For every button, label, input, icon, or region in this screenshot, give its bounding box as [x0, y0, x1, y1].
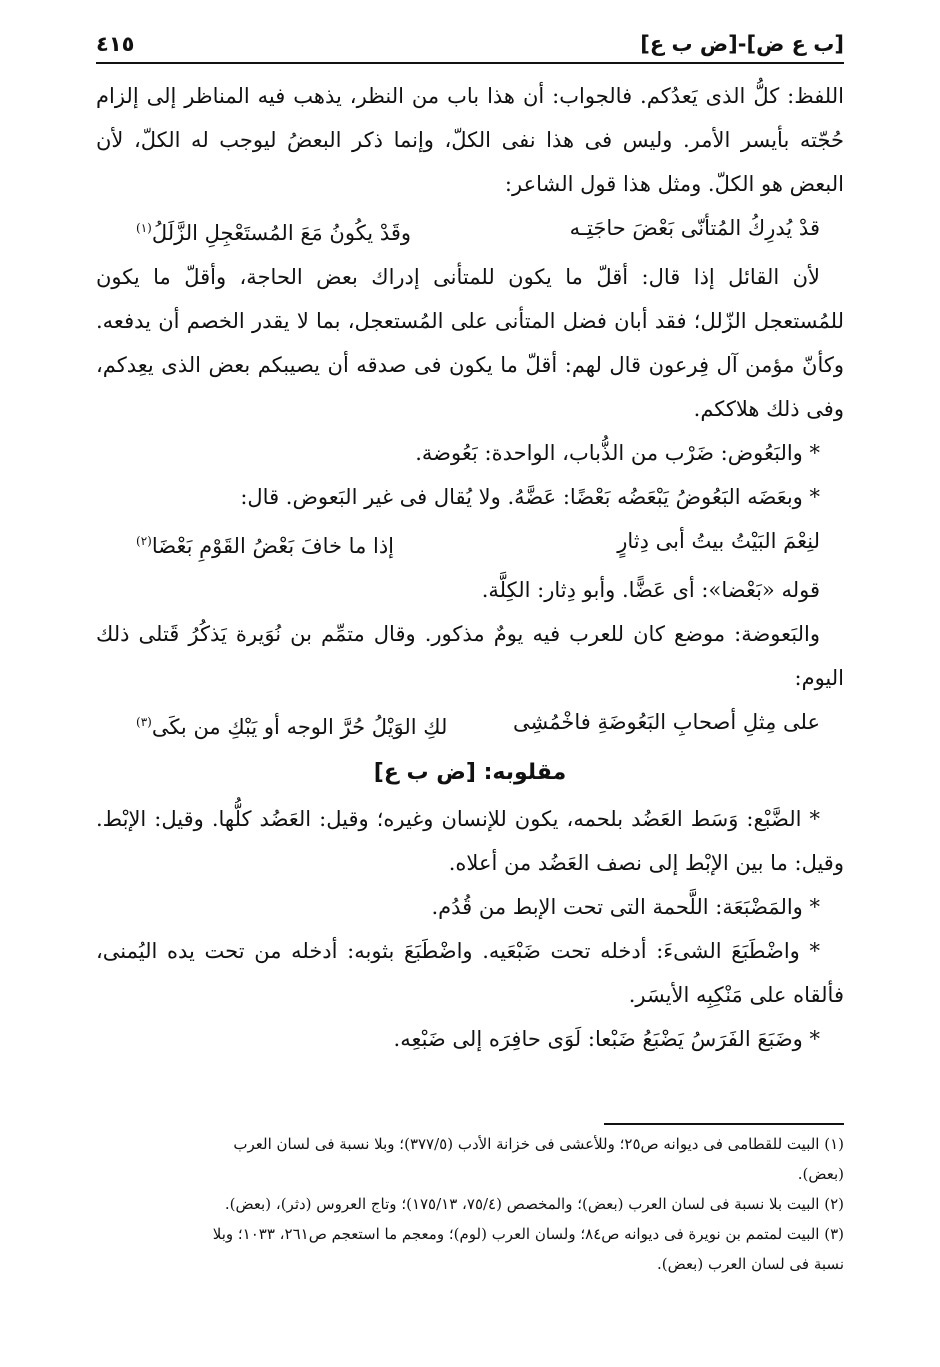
footnote-continuation: (بعض).: [797, 1165, 844, 1183]
verse-hemistich: إذا ما خافَ بَعْضُ القَوْمِ بَعْضَا$^{(٢)}$: [136, 534, 395, 558]
paragraph: والبَعوضة: موضع كان للعرب فيه يومٌ مذكور. وقال متمِّم بن نُوَيرة يَذكُرُ قَتلى ذلك اليوم:: [96, 622, 844, 690]
section-title: مقلوبه: [ض ب ع]: [373, 760, 567, 785]
footnote: (١) البيت للقطامى فى ديوانه ص٢٥؛ وللأعشى فى خزانة الأدب (٣٧٧/٥)؛ وبلا نسبة فى لسان العرب: [233, 1135, 844, 1153]
footnote-continuation: نسبة فى لسان العرب (بعض).: [656, 1255, 844, 1273]
verse-line: [96, 206, 844, 255]
footnote: (٣) البيت لمتمم بن نويرة فى ديوانه ص٨٤؛ ولسان العرب (لوم)؛ ومعجم ما استعجم ص٢٦١، ١٠٣٣؛ وبلا: [212, 1225, 844, 1243]
verse-hemistich: على مِثلِ أصحابِ البَعُوضَةِ فاخْمُشِى: [512, 710, 820, 734]
paragraph: * والبَعُوض: ضَرْب من الذُّباب، الواحدة: بَعُوضة.: [415, 441, 820, 465]
verse-line: [96, 519, 844, 568]
footnote-ref: (٢): [136, 534, 152, 548]
running-header: [96, 32, 844, 64]
footnote-ref: (١): [136, 221, 152, 235]
paragraph: * والمَضْبَعَة: اللَّحمة التى تحت الإبط من قُدُم.: [431, 895, 820, 919]
paragraph: لأن القائل إذا قال: أقلّ ما يكون للمتأنى إدراك بعض الحاجة، وأقلّ ما يكون للمُستعجل الزّلل؛ فقد أبان فضل المتأنى على المُستعجل، بما لا يقدر الخصم أن يدفعه. وكأنّ مؤمن آل فِرعون قال لهم: أقلّ ما يكون فى صدقه أن يصيبكم بعض الذى يعِدكم، وفى ذلك هلاككم.: [96, 265, 844, 421]
verse-line: [96, 700, 844, 749]
verse-hemistich: لنِعْمَ البَيْتُ بيتُ أبى دِثارٍ: [617, 529, 820, 553]
paragraph: * الضَّبْع: وَسَط العَضُد بلحمه، يكون للإنسان وغيره؛ وقيل: العَضُد كلُّها. وقيل: الإبْط. وقيل: ما بين الإبْط إلى نصف العَضُد من أعلاه.: [96, 807, 844, 875]
verse-hemistich: قدْ يُدرِكُ المُتأنّى بَعْضَ حاجَتِـه: [569, 216, 820, 240]
footnote: (٢) البيت بلا نسبة فى لسان العرب (بعض)؛ والمخصص (٧٥/٤، ١٧٥/١٣)؛ وتاج العروس (دثر)، (بعض).: [224, 1195, 844, 1213]
paragraph: * وضَبَعَ الفَرَسُ يَضْبَعُ ضَبْعا: لَوَى حافِرَه إلى ضَبْعِه.: [393, 1027, 820, 1051]
page: [96, 32, 844, 1279]
verse-hemistich: لكِ الوَيْلُ حُرَّ الوجه أو يَبْكِ من بكَى$^{(٣)}$: [136, 715, 448, 739]
page-number: ٤١٥: [96, 32, 135, 56]
paragraph: قوله «بَعْضا»: أى عَضًّا. وأبو دِثار: الكِلَّة.: [481, 578, 820, 602]
paragraph: * وبعَضَه البَعُوضُ يَبْعَضُه بَعْضًا: عَضَّهُ. ولا يُقال فى غير البَعوض. قال:: [240, 485, 820, 509]
running-head: [ب ع ض]-[ض ب ع]: [640, 32, 844, 56]
verse-hemistich: وقَدْ يكُونُ مَعَ المُستَعْجِلِ الزَّلَلُ$^{(١)}$: [136, 221, 412, 245]
paragraph: * واضْطَبَعَ الشىءَ: أدخله تحت ضَبْعَيه. واضْطَبَعَ بثوبه: أدخله من تحت يده اليُمنى، فألقاه على مَنْكِبِه الأيسَر.: [96, 939, 844, 1007]
paragraph: اللفظ: كلُّ الذى يَعدُكم. فالجواب: أن هذا باب من النظر، يذهب فيه المناظر إلى إلزام حُجّته بأيسر الأمر. وليس فى هذا نفى الكلّ، وإنما ذكر البعضُ ليوجب له الكلّ، لأن البعض هو الكلّ. ومثل هذا قول الشاعر:: [96, 84, 844, 196]
footnote-ref: (٣): [136, 715, 152, 729]
footnote-divider: [604, 1123, 844, 1125]
